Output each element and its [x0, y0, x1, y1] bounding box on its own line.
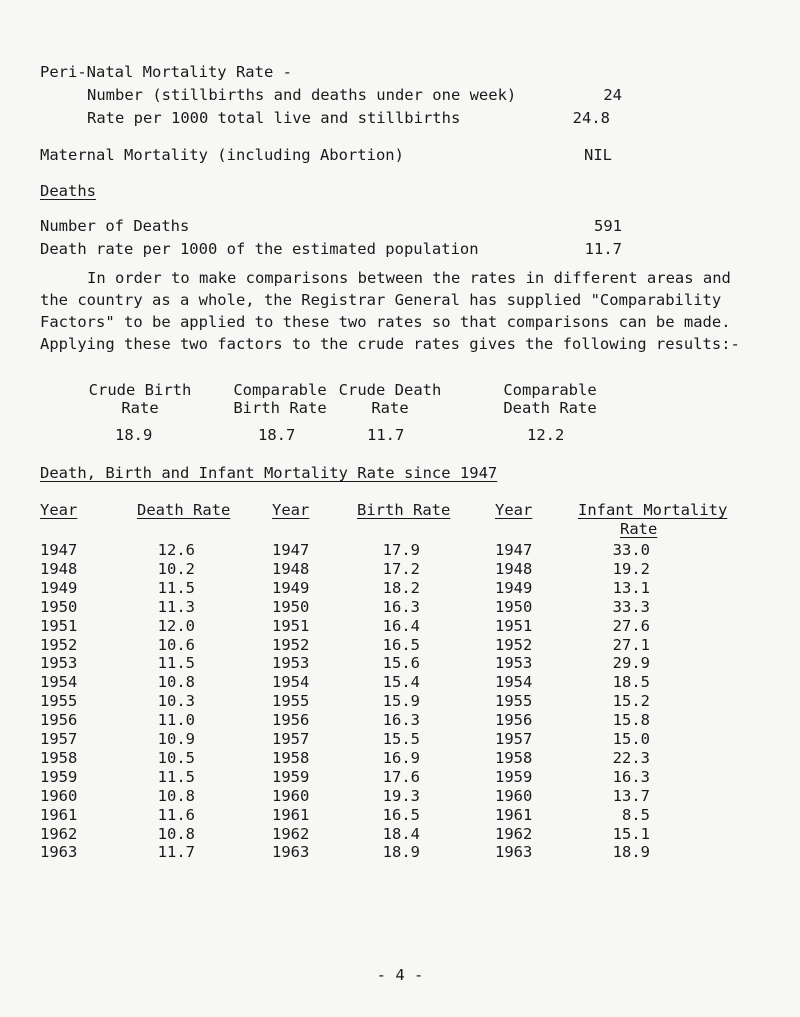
cell-infant-mortality-rate: 13.7 — [612, 786, 650, 805]
cell-infant-mortality-rate: 27.1 — [612, 635, 650, 654]
cell-year-1: 1960 — [40, 786, 78, 805]
cell-death-rate: 11.5 — [157, 578, 195, 597]
table-row — [0, 598, 800, 619]
cell-year-3: 1956 — [495, 711, 533, 730]
cell-year-2: 1957 — [272, 730, 310, 748]
cell-year-2: 1947 — [272, 541, 310, 559]
cell-death-rate: 10.6 — [157, 635, 195, 654]
cell-death-rate: 10.9 — [157, 730, 195, 748]
perinatal-number-label: Number (stillbirths and deaths under one week) — [87, 86, 517, 104]
deaths-number-value: 591 — [594, 217, 622, 235]
history-title: Death, Birth and Infant Mortality Rate since 1947 — [40, 464, 498, 482]
cell-year-2: 1948 — [272, 559, 310, 578]
cell-death-rate: 11.3 — [157, 597, 195, 616]
cell-death-rate: 12.6 — [157, 541, 195, 559]
cell-year-3: 1951 — [495, 616, 533, 635]
cell-year-2: 1956 — [272, 711, 310, 730]
cell-year-2: 1963 — [272, 843, 310, 862]
history-header-infant-mortality-rate: Rate — [620, 520, 658, 538]
cell-birth-rate: 16.5 — [382, 805, 420, 824]
history-header-year-2: Year — [272, 501, 310, 519]
cell-birth-rate: 18.4 — [382, 824, 420, 843]
table-row — [0, 673, 800, 694]
cell-infant-mortality-rate: 15.2 — [612, 692, 650, 711]
cell-year-3: 1953 — [495, 654, 533, 673]
table-row — [0, 787, 800, 808]
cell-year-2: 1952 — [272, 635, 310, 654]
cell-infant-mortality-rate: 16.3 — [612, 767, 650, 786]
cell-infant-mortality-rate: 15.0 — [612, 730, 650, 748]
cell-year-3: 1948 — [495, 559, 533, 578]
cell-death-rate: 11.6 — [157, 805, 195, 824]
cell-death-rate: 11.5 — [157, 767, 195, 786]
cell-birth-rate: 17.6 — [382, 767, 420, 786]
history-header-year-3: Year — [495, 501, 533, 519]
cell-death-rate: 11.7 — [157, 843, 195, 862]
comparison-header-comparable-death: Comparable Death Rate — [503, 381, 597, 417]
table-row — [0, 711, 800, 732]
cell-year-2: 1955 — [272, 692, 310, 711]
deaths-heading: Deaths — [40, 182, 96, 200]
cell-death-rate: 10.5 — [157, 748, 195, 767]
comparison-value-comparable-birth: 18.7 — [258, 426, 296, 444]
comparison-value-crude-birth: 18.9 — [115, 426, 153, 444]
perinatal-heading: Peri-Natal Mortality Rate - — [40, 63, 292, 81]
cell-infant-mortality-rate: 27.6 — [612, 616, 650, 635]
perinatal-rate-label: Rate per 1000 total live and stillbirths — [87, 109, 461, 127]
cell-year-1: 1955 — [40, 692, 78, 711]
cell-death-rate: 10.8 — [157, 673, 195, 692]
cell-year-3: 1960 — [495, 786, 533, 805]
cell-year-1: 1952 — [40, 635, 78, 654]
cell-death-rate: 10.8 — [157, 824, 195, 843]
cell-birth-rate: 15.9 — [382, 692, 420, 711]
comparison-header-crude-birth: Crude Birth Rate — [88, 381, 192, 417]
cell-year-3: 1947 — [495, 541, 533, 559]
deaths-rate-value: 11.7 — [584, 240, 622, 258]
table-row — [0, 617, 800, 638]
cell-year-1: 1957 — [40, 730, 78, 748]
cell-year-3: 1958 — [495, 748, 533, 767]
cell-year-2: 1950 — [272, 597, 310, 616]
history-header-infant-mortality: Infant Mortality — [578, 501, 728, 519]
table-row — [0, 768, 800, 789]
table-row — [0, 749, 800, 770]
cell-year-1: 1953 — [40, 654, 78, 673]
cell-year-3: 1957 — [495, 730, 533, 748]
cell-year-2: 1959 — [272, 767, 310, 786]
cell-year-3: 1962 — [495, 824, 533, 843]
table-row — [0, 579, 800, 600]
table-row — [0, 692, 800, 713]
cell-year-2: 1958 — [272, 748, 310, 767]
cell-death-rate: 11.0 — [157, 711, 195, 730]
cell-death-rate: 10.8 — [157, 786, 195, 805]
cell-birth-rate: 16.3 — [382, 711, 420, 730]
cell-birth-rate: 16.3 — [382, 597, 420, 616]
page-number: - 4 - — [376, 966, 424, 984]
table-row — [0, 560, 800, 581]
perinatal-number-value: 24 — [603, 86, 622, 104]
cell-year-1: 1947 — [40, 541, 78, 559]
cell-year-3: 1950 — [495, 597, 533, 616]
cell-year-1: 1949 — [40, 578, 78, 597]
cell-year-2: 1953 — [272, 654, 310, 673]
cell-infant-mortality-rate: 19.2 — [612, 559, 650, 578]
cell-year-1: 1948 — [40, 559, 78, 578]
cell-year-2: 1962 — [272, 824, 310, 843]
cell-year-1: 1959 — [40, 767, 78, 786]
table-row — [0, 730, 800, 751]
cell-year-1: 1954 — [40, 673, 78, 692]
cell-year-2: 1951 — [272, 616, 310, 635]
cell-year-3: 1963 — [495, 843, 533, 862]
cell-infant-mortality-rate: 18.5 — [612, 673, 650, 692]
cell-death-rate: 12.0 — [157, 616, 195, 635]
cell-death-rate: 11.5 — [157, 654, 195, 673]
cell-year-3: 1952 — [495, 635, 533, 654]
cell-death-rate: 10.3 — [157, 692, 195, 711]
cell-birth-rate: 15.5 — [382, 730, 420, 748]
cell-year-1: 1962 — [40, 824, 78, 843]
maternal-value: NIL — [584, 146, 612, 164]
cell-year-3: 1959 — [495, 767, 533, 786]
cell-year-2: 1961 — [272, 805, 310, 824]
cell-birth-rate: 19.3 — [382, 786, 420, 805]
comparison-value-crude-death: 11.7 — [367, 426, 405, 444]
cell-year-1: 1951 — [40, 616, 78, 635]
cell-year-1: 1961 — [40, 805, 78, 824]
deaths-rate-label: Death rate per 1000 of the estimated population — [40, 240, 479, 258]
cell-year-3: 1955 — [495, 692, 533, 711]
history-header-birth-rate: Birth Rate — [357, 501, 451, 519]
cell-infant-mortality-rate: 29.9 — [612, 654, 650, 673]
cell-birth-rate: 15.6 — [382, 654, 420, 673]
cell-birth-rate: 15.4 — [382, 673, 420, 692]
cell-infant-mortality-rate: 13.1 — [612, 578, 650, 597]
table-row — [0, 541, 800, 562]
cell-year-3: 1961 — [495, 805, 533, 824]
cell-infant-mortality-rate: 8.5 — [622, 805, 650, 824]
maternal-label: Maternal Mortality (including Abortion) — [40, 146, 404, 164]
cell-year-2: 1960 — [272, 786, 310, 805]
perinatal-rate-value: 24.8 — [572, 109, 610, 127]
cell-birth-rate: 16.5 — [382, 635, 420, 654]
cell-infant-mortality-rate: 15.1 — [612, 824, 650, 843]
cell-birth-rate: 17.2 — [382, 559, 420, 578]
cell-infant-mortality-rate: 33.3 — [612, 597, 650, 616]
comparison-value-comparable-death: 12.2 — [527, 426, 565, 444]
table-row — [0, 654, 800, 675]
cell-birth-rate: 16.9 — [382, 748, 420, 767]
comparison-header-crude-death: Crude Death Rate — [338, 381, 442, 417]
cell-year-2: 1954 — [272, 673, 310, 692]
cell-infant-mortality-rate: 33.0 — [612, 541, 650, 559]
table-row — [0, 636, 800, 657]
cell-birth-rate: 16.4 — [382, 616, 420, 635]
table-row — [0, 806, 800, 827]
deaths-number-label: Number of Deaths — [40, 217, 190, 235]
cell-year-1: 1956 — [40, 711, 78, 730]
cell-birth-rate: 18.9 — [382, 843, 420, 862]
history-header-death-rate: Death Rate — [137, 501, 231, 519]
explanatory-paragraph: In order to make comparisons between the rates in different areas and the country as a whole, the Registrar General has supplied "Comparability Factors" to be applied to these two rates so that comparisons can be made. Applying these two factors to the crude rates gives the following results:- — [40, 269, 740, 353]
cell-year-1: 1963 — [40, 843, 78, 862]
history-header-year-1: Year — [40, 501, 78, 519]
cell-infant-mortality-rate: 18.9 — [612, 843, 650, 862]
cell-year-1: 1958 — [40, 748, 78, 767]
cell-birth-rate: 17.9 — [382, 541, 420, 559]
table-row — [0, 825, 800, 846]
cell-year-3: 1954 — [495, 673, 533, 692]
cell-birth-rate: 18.2 — [382, 578, 420, 597]
comparison-header-comparable-birth: Comparable Birth Rate — [233, 381, 327, 417]
cell-year-3: 1949 — [495, 578, 533, 597]
table-row — [0, 843, 800, 864]
cell-infant-mortality-rate: 15.8 — [612, 711, 650, 730]
cell-year-2: 1949 — [272, 578, 310, 597]
cell-infant-mortality-rate: 22.3 — [612, 748, 650, 767]
cell-death-rate: 10.2 — [157, 559, 195, 578]
cell-year-1: 1950 — [40, 597, 78, 616]
